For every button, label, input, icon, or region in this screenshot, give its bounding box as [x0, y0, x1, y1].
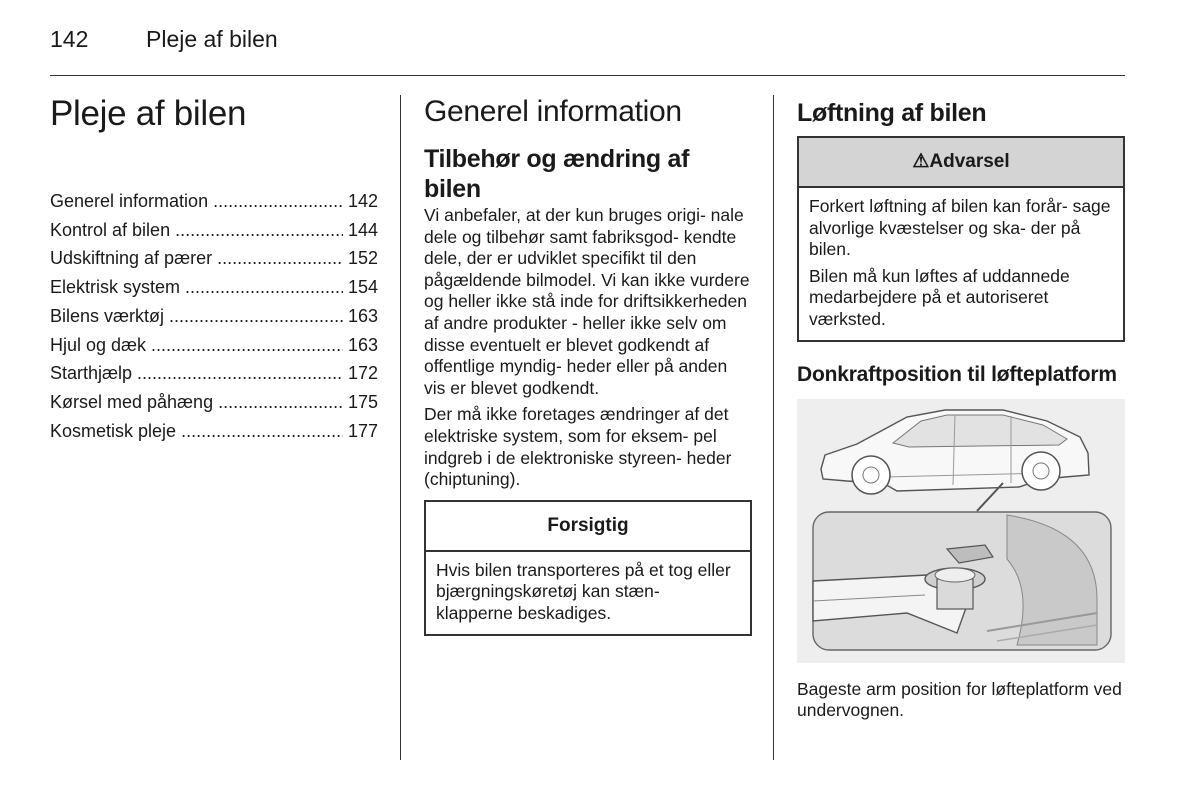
- toc-item[interactable]: [50, 216, 378, 245]
- figure-caption: Bageste arm position for løfteplatform ved undervognen.: [797, 678, 1122, 721]
- warning-box: [797, 136, 1125, 342]
- toc-label: Kørsel med påhæng: [50, 391, 214, 412]
- page-number: 142: [50, 26, 89, 52]
- toc-page: 163: [347, 334, 378, 355]
- toc-leader: [185, 273, 343, 302]
- caution-title: Forsigtig: [426, 502, 750, 552]
- section-heading: Løftning af bilen: [797, 99, 987, 127]
- toc-item[interactable]: [50, 244, 378, 273]
- toc-item[interactable]: [50, 417, 378, 446]
- table-of-contents: [50, 187, 378, 445]
- toc-page: 175: [347, 391, 378, 412]
- toc-item[interactable]: [50, 273, 378, 302]
- body-paragraph: Der må ikke foretages ændringer af det elektriske system, som for eksem- pel indgreb i de elektroniske styreen- heder (chiptuning).: [424, 404, 732, 490]
- toc-item[interactable]: [50, 187, 378, 216]
- toc-page: 172: [347, 363, 378, 384]
- toc-page: 144: [347, 219, 378, 240]
- caution-body: [426, 552, 750, 634]
- running-title: Pleje af bilen: [146, 26, 278, 52]
- toc-leader: [137, 359, 343, 388]
- toc-leader: [213, 187, 343, 216]
- toc-page: 163: [347, 305, 378, 326]
- warning-title: ⚠Advarsel: [799, 138, 1123, 188]
- toc-page: 154: [347, 277, 378, 298]
- front-wheel: [852, 456, 890, 494]
- toc-leader: [181, 417, 343, 446]
- toc-label: Bilens værktøj: [50, 305, 165, 326]
- toc-label: Kosmetisk pleje: [50, 420, 177, 441]
- header-divider: [50, 75, 1125, 76]
- toc-item[interactable]: [50, 331, 378, 360]
- subsection-heading: Tilbehør og ændring af bilen: [424, 145, 690, 203]
- lift-pad-top: [935, 568, 975, 582]
- toc-leader: [217, 244, 343, 273]
- lift-point-illustration: [797, 399, 1125, 663]
- toc-label: Kontrol af bilen: [50, 219, 171, 240]
- toc-label: Starthjælp: [50, 363, 133, 384]
- chapter-title: Pleje af bilen: [50, 94, 247, 133]
- subsection-heading: Donkraftposition til løfteplatform: [797, 362, 1117, 386]
- rear-wheel: [1022, 452, 1060, 490]
- car-lift-diagram: [797, 399, 1125, 663]
- toc-item[interactable]: [50, 359, 378, 388]
- toc-page: 152: [347, 248, 378, 269]
- body-paragraph: Vi anbefaler, at der kun bruges origi- nale dele og tilbehør samt fabriksgod- kendte dele, der er udviklet specifikt til den pågældende bilmodel. Vi kan ikke vurdere og heller ikke stå inde for driftsikkerheden af andre produkter - heller ikke selv om disse eventuelt er blevet godkendt af offentlige myndig- heder eller på anden vis er blevet godkendt.: [424, 205, 750, 398]
- section-heading: Generel information: [424, 95, 682, 128]
- toc-leader: [218, 388, 343, 417]
- column-divider-2: [773, 95, 774, 760]
- toc-item[interactable]: [50, 388, 378, 417]
- toc-page: 142: [347, 191, 378, 211]
- toc-page: 177: [347, 420, 378, 441]
- toc-label: Elektrisk system: [50, 277, 181, 298]
- toc-leader: [175, 216, 343, 245]
- toc-label: Udskiftning af pærer: [50, 248, 213, 269]
- warning-text: Forkert løftning af bilen kan forår- sage alvorlige kvæstelser og ska- der på bilen.: [809, 196, 1111, 260]
- page-header: [50, 26, 278, 53]
- lift-pad-stem: [937, 579, 973, 609]
- caution-box: [424, 500, 752, 636]
- chapter-column: [50, 93, 378, 445]
- toc-label: Generel information: [50, 191, 209, 211]
- warning-body: [799, 188, 1123, 340]
- toc-label: Hjul og dæk: [50, 334, 147, 355]
- toc-item[interactable]: [50, 302, 378, 331]
- general-information-column: [424, 93, 752, 636]
- warning-text: Bilen må kun løftes af uddannede medarbejdere på et autoriseret værksted.: [809, 265, 1070, 329]
- lifting-column: [797, 93, 1125, 722]
- toc-leader: [169, 302, 343, 331]
- column-divider-1: [400, 95, 401, 760]
- caution-text: Hvis bilen transporteres på et tog eller bjærgningskøretøj kan stæn- klapperne beskadiges.: [436, 559, 731, 623]
- toc-leader: [151, 331, 343, 360]
